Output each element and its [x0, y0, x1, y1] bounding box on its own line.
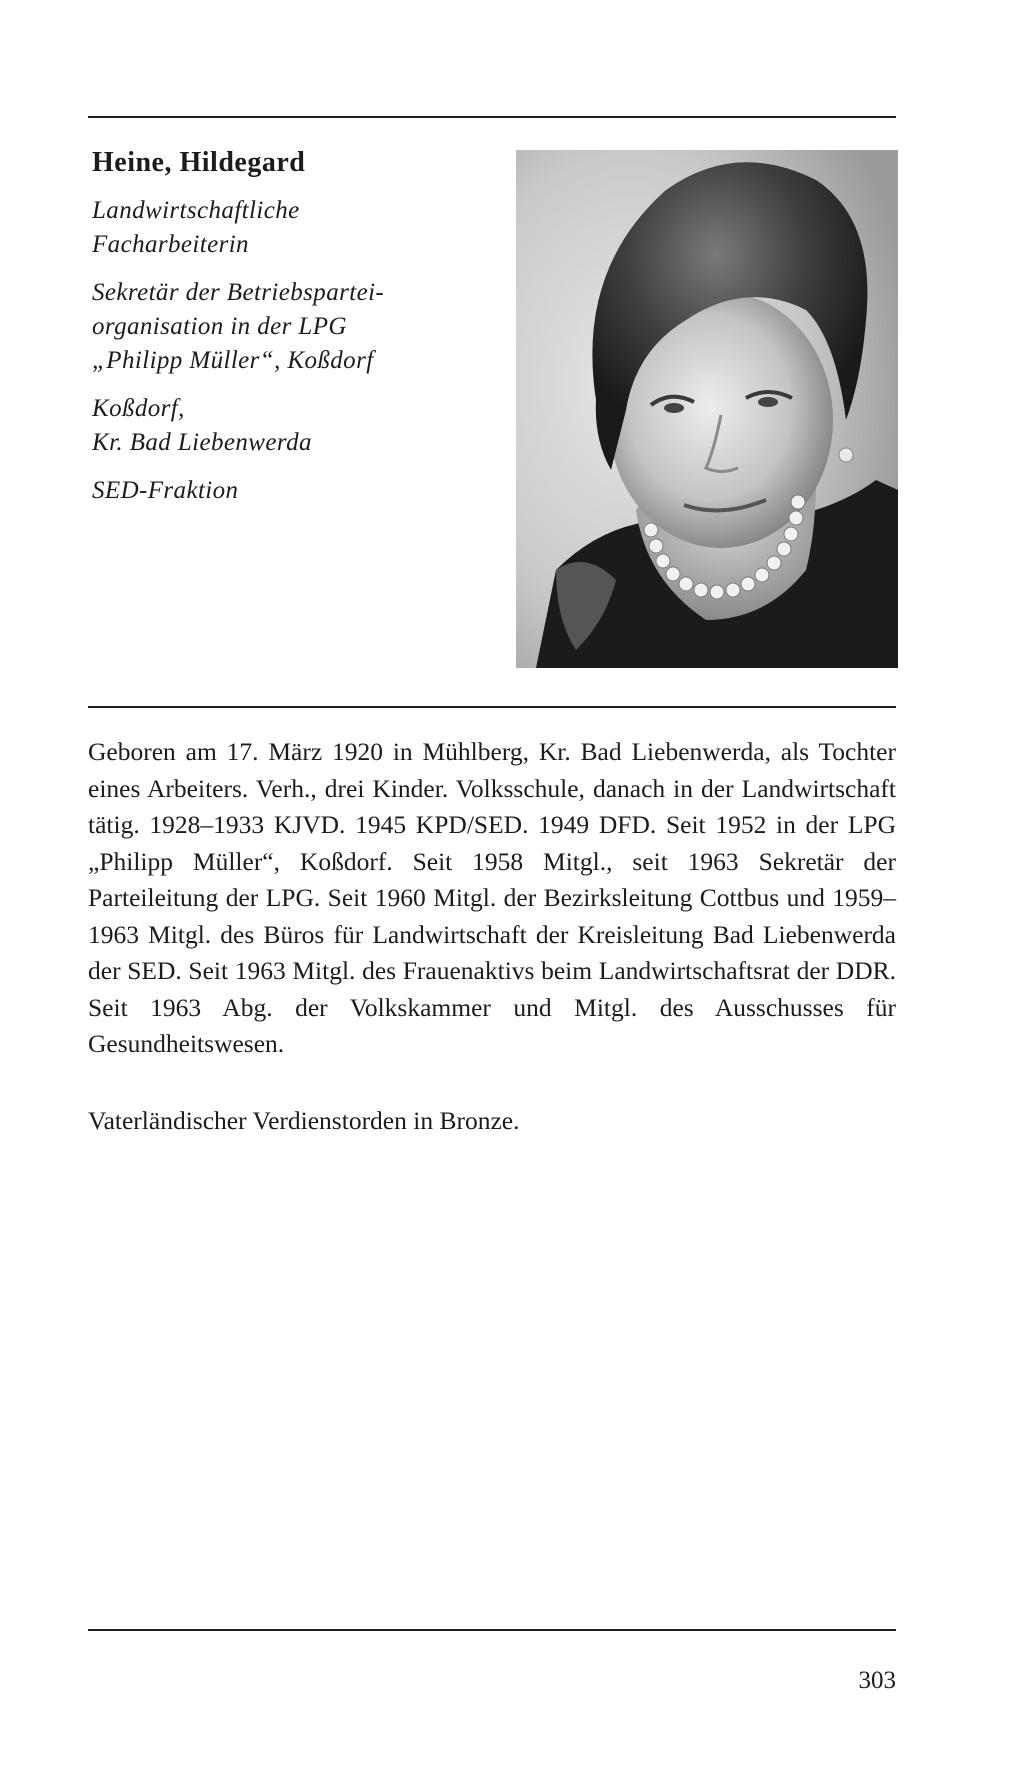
entry-header: [92, 146, 512, 522]
position: [92, 276, 512, 378]
profession-line: Facharbeiterin: [92, 230, 249, 258]
portrait-photo: [516, 150, 898, 668]
person-name: Heine, Hildegard: [92, 147, 306, 178]
faction: [92, 474, 512, 508]
award: Vaterländischer Verdienstorden in Bronze.: [88, 1106, 520, 1135]
residence-line: Koßdorf,: [92, 394, 185, 422]
bottom-rule: [88, 1629, 896, 1631]
residence: [92, 392, 512, 460]
position-line: Sekretär der Betriebspartei-: [92, 278, 385, 306]
profession-line: Landwirtschaftliche: [92, 196, 300, 224]
middle-rule: [88, 706, 896, 708]
biography: [88, 734, 896, 1063]
residence-line: Kr. Bad Liebenwerda: [92, 428, 312, 456]
page-number: 303: [858, 1667, 896, 1694]
faction-line: SED-Fraktion: [92, 476, 239, 504]
position-line: organisation in der LPG: [92, 312, 347, 340]
biography-text: Geboren am 17. März 1920 in Mühlberg, Kr. Bad Liebenwerda, als Tochter eines Arbeiters. Verh., drei Kinder. Volksschule, danach in der Landwirtschaft tätig. 1928–1933 KJVD. 1945 KPD/SED. 1949 DFD. Seit 1952 in der LPG „Philipp Müller“, Koßdorf. Seit 1958 Mitgl., seit 1963 Sekretär der Parteileitung der LPG. Seit 1960 Mitgl. der Bezirksleitung Cottbus und 1959–1963 Mitgl. des Büros für Landwirtschaft der Kreisleitung Bad Liebenwerda der SED. Seit 1963 Mitgl. des Frauenaktivs beim Landwirtschaftsrat der DDR. Seit 1963 Abg. der Volkskammer und Mitgl. des Ausschusses für Gesundheitswesen.: [88, 737, 896, 1058]
profession: [92, 194, 512, 262]
position-line: „Philipp Müller“, Koßdorf: [92, 346, 374, 374]
top-rule: [88, 116, 896, 118]
portrait-image: [516, 150, 898, 668]
